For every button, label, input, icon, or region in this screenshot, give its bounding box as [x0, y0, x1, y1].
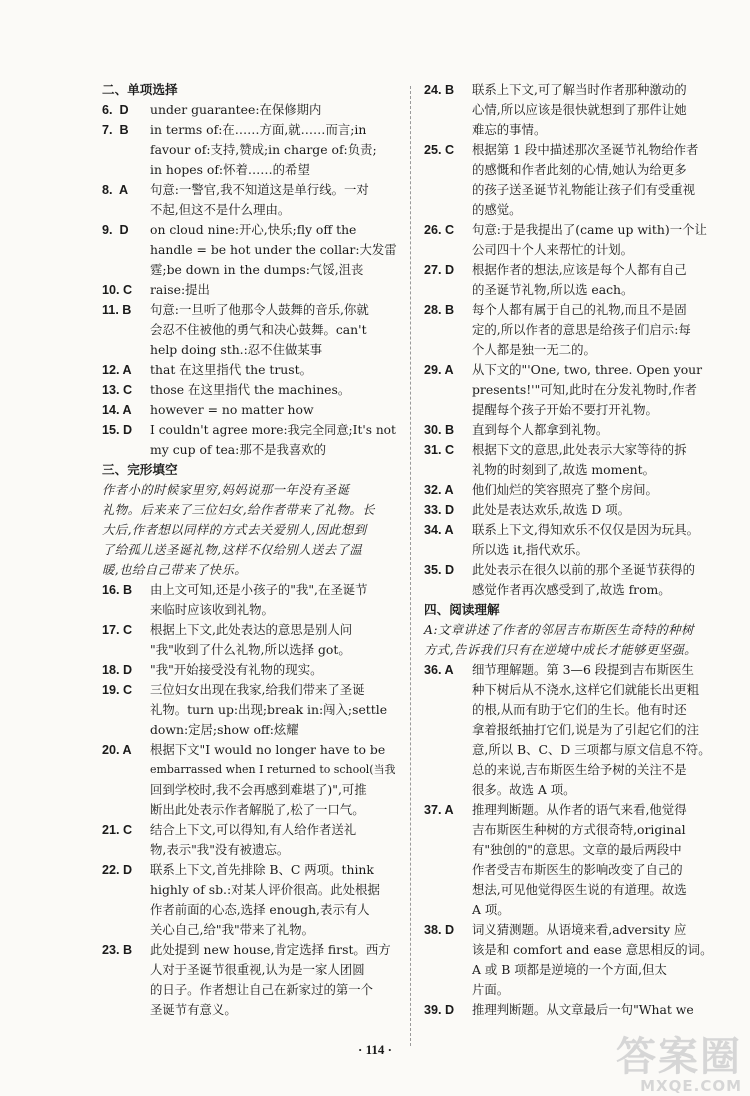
explanation-line: 会忍不住被他的勇气和决心鼓舞。can't [150, 322, 367, 337]
answer-item [424, 220, 724, 260]
explanation-line: I couldn't agree more:我完全同意;It's not [150, 423, 396, 437]
explanation-line: that 在这里指代 the trust。 [150, 362, 312, 377]
explanation-line: 有"独创的"的意思。文章的最后两段中 [472, 842, 682, 857]
answer-item [102, 360, 398, 380]
explanation-line: 总的来说,吉布斯医生给予树的关注不是 [472, 762, 687, 777]
answer-item [102, 820, 398, 860]
explanation-line: 词义猜测题。从语境来看,adversity 应 [472, 922, 687, 937]
explanation-line: 提醒每个孩子开始不要打开礼物。 [472, 402, 658, 417]
page-number: · 114 · [358, 1042, 392, 1057]
answer-number: 37. A [424, 803, 454, 817]
explanation-line: 定的,所以作者的意思是给孩子们启示:每 [472, 322, 691, 337]
answer-number: 13. C [102, 383, 133, 397]
answer-item [424, 800, 724, 920]
answer-item [102, 580, 398, 620]
explanation-line: help doing sth.:忍不住做某事 [150, 342, 323, 357]
explanation-line: 心情,所以应该是很快就想到了那件让她 [472, 102, 687, 117]
explanation-line: 句意:一警官,我不知道这是单行线。一对 [150, 182, 369, 197]
answer-explanation [472, 920, 724, 1000]
column-divider [410, 86, 411, 1046]
answer-explanation [150, 100, 398, 120]
explanation-line: 所以选 it,指代欢乐。 [472, 542, 588, 557]
answer-explanation [150, 580, 398, 620]
answer-number: 7. B [102, 123, 129, 137]
explanation-line: 礼物的时刻到了,故选 moment。 [472, 462, 656, 477]
answer-explanation [150, 400, 398, 420]
answer-explanation [472, 300, 724, 360]
explanation-line: 细节理解题。第 3—6 段提到吉布斯医生 [472, 662, 694, 677]
explanation-line: 意,所以 B、C、D 三项都与原文信息不符。 [472, 742, 711, 757]
explanation-line: 断出此处表示作者解脱了,松了一口气。 [150, 802, 365, 817]
explanation-line: 由上文可知,还是小孩子的"我",在圣诞节 [150, 582, 368, 597]
section-heading: 四、阅读理解 [424, 602, 500, 617]
explanation-line: 作者前面的心态,选择 enough,表示有人 [150, 902, 370, 917]
answer-number: 16. B [102, 583, 133, 597]
explanation-line: 霆;be down in the dumps:气馁,沮丧 [150, 262, 364, 277]
section-heading: 三、完形填空 [102, 462, 178, 477]
answer-number: 9. D [102, 223, 129, 237]
answer-number: 15. D [102, 423, 133, 437]
answer-item [424, 500, 724, 520]
answer-item [102, 120, 398, 180]
answer-explanation [472, 1000, 724, 1020]
answer-item [102, 300, 398, 360]
answer-number: 17. C [102, 623, 133, 637]
answer-item [102, 180, 398, 220]
explanation-line: 此处提到 new house,肯定选择 first。西方 [150, 942, 391, 957]
explanation-line: 推理判断题。从文章最后一句"What we [472, 1002, 694, 1017]
answer-explanation [472, 520, 724, 560]
explanation-line: favour of:支持,赞成;in charge of:负责; [150, 142, 377, 157]
answer-number: 35. D [424, 563, 455, 577]
explanation-line: 句意:于是我提出了(came up with)一个让 [472, 222, 707, 237]
explanation-line: handle = be hot under the collar:大发雷 [150, 242, 397, 257]
explanation-line: A 项。 [472, 902, 510, 917]
answer-explanation [472, 480, 724, 500]
answer-item [424, 660, 724, 800]
explanation-line: 根据下文"I would no longer have to be [150, 742, 386, 757]
answer-explanation [150, 360, 398, 380]
explanation-line: 句意:一旦听了他那令人鼓舞的音乐,你就 [150, 302, 369, 317]
answer-explanation [150, 380, 398, 400]
explanation-line: 的根,从而有助于它们的生长。他有时还 [472, 702, 687, 717]
explanation-line: my cup of tea:那不是我喜欢的 [150, 442, 327, 457]
explanation-line: "我"收到了什么礼物,所以选择 got。 [150, 642, 351, 657]
explanation-line: 从下文的"'One, two, three. Open your [472, 362, 703, 377]
explanation-line: 关心自己,给"我"带来了礼物。 [150, 922, 315, 937]
explanation-line: 人对于圣诞节很重视,认为是一家人团圆 [150, 962, 365, 977]
answer-number: 22. D [102, 863, 133, 877]
answer-explanation [472, 660, 724, 800]
answer-explanation [472, 260, 724, 300]
explanation-line: 公司四十个人来帮忙的计划。 [472, 242, 634, 257]
explanation-line: 的感觉。 [472, 202, 522, 217]
answer-item [102, 740, 398, 820]
answer-item [424, 920, 724, 1000]
answer-number: 8. A [102, 183, 129, 197]
explanation-line: 根据作者的想法,应该是每个人都有自己 [472, 262, 687, 277]
explanation-line: 作者受吉布斯医生的影响改变了自己的 [472, 862, 683, 877]
answer-number: 14. A [102, 403, 132, 417]
explanation-line: 的圣诞节礼物,所以选 each。 [472, 282, 634, 297]
answer-explanation [472, 440, 724, 480]
answer-explanation [472, 560, 724, 600]
answer-item [102, 940, 398, 1020]
answer-number: 30. B [424, 423, 455, 437]
explanation-line: 圣诞节有意义。 [150, 1002, 237, 1017]
answer-item [424, 520, 724, 560]
answer-item [424, 420, 724, 440]
explanation-line: 此处表示在很久以前的那个圣诞节获得的 [472, 562, 696, 577]
summary-line: 了给孤儿送圣诞礼物,这样不仅给别人送去了温 [102, 542, 363, 557]
answer-number: 34. A [424, 523, 454, 537]
explanation-line: 的日子。作者想让自己在新家过的第一个 [150, 982, 374, 997]
answer-number: 32. A [424, 483, 454, 497]
answer-explanation [150, 820, 398, 860]
answer-explanation [150, 420, 398, 460]
answer-explanation [472, 140, 724, 220]
explanation-line: those 在这里指代 the machines。 [150, 382, 351, 397]
answer-item [424, 560, 724, 600]
explanation-line: 联系上下文,得知欢乐不仅仅是因为玩具。 [472, 522, 699, 537]
explanation-line: 不起,但这不是什么理由。 [150, 202, 291, 217]
explanation-line: 种下树后从不浇水,这样它们就能长出更粗 [472, 682, 699, 697]
answer-number: 6. D [102, 103, 129, 117]
answer-number: 11. B [102, 303, 132, 317]
answer-number: 24. B [424, 83, 455, 97]
explanation-line: 回到学校时,我不会再感到难堪了)",可推 [150, 782, 367, 797]
right-column [424, 80, 724, 1020]
summary-line: 方式,告诉我们只有在逆境中成长才能够更坚强。 [424, 642, 697, 657]
answer-item [424, 140, 724, 220]
answer-explanation [472, 80, 724, 140]
explanation-line: "我"开始接受没有礼物的现实。 [150, 662, 323, 677]
explanation-line: 根据上下文,此处表达的意思是别人问 [150, 622, 353, 637]
explanation-line: 拿着报纸抽打它们,说是为了引起它们的注 [472, 722, 699, 737]
explanation-line: 的孩子送圣诞节礼物能让孩子们有受重视 [472, 182, 696, 197]
answer-item [424, 440, 724, 480]
watermark-url: MXQE.COM [640, 1077, 742, 1095]
answer-item [102, 380, 398, 400]
answer-item [102, 280, 398, 300]
explanation-line: however = no matter how [150, 402, 314, 417]
explanation-line: 难忘的事情。 [472, 122, 547, 137]
answer-number: 25. C [424, 143, 455, 157]
answer-item [424, 480, 724, 500]
answer-explanation [150, 740, 398, 820]
answer-item [102, 860, 398, 940]
answer-explanation [150, 180, 398, 220]
answer-explanation [150, 300, 398, 360]
answer-explanation [472, 220, 724, 260]
answer-explanation [150, 120, 398, 180]
answer-number: 20. A [102, 743, 132, 757]
summary-line: 暖,也给自己带来了快乐。 [102, 562, 248, 577]
explanation-line: 该是和 comfort and ease 意思相反的词。 [472, 942, 713, 957]
answer-explanation [150, 680, 398, 740]
answer-number: 33. D [424, 503, 455, 517]
explanation-line: on cloud nine:开心,快乐;fly off the [150, 222, 357, 237]
answer-explanation [150, 860, 398, 940]
answer-item [424, 1000, 724, 1020]
answer-item [424, 260, 724, 300]
explanation-line: 根据第 1 段中描述那次圣诞节礼物给作者 [472, 142, 699, 157]
answer-item [102, 620, 398, 660]
answer-number: 29. A [424, 363, 454, 377]
answer-explanation [150, 940, 398, 1020]
explanation-line: highly of sb.:对某人评价很高。此处根据 [150, 882, 380, 897]
explanation-line: 联系上下文,可了解当时作者那种激动的 [472, 82, 687, 97]
explanation-line: 联系上下文,首先排除 B、C 两项。think [150, 862, 374, 877]
answer-item [424, 360, 724, 420]
passage-summary [424, 620, 724, 660]
summary-line: A:文章讲述了作者的邻居吉布斯医生奇特的种树 [424, 622, 694, 637]
answer-number: 36. A [424, 663, 454, 677]
passage-summary [102, 480, 398, 580]
summary-line: 礼物。后来来了三位妇女,给作者带来了礼物。长 [102, 502, 375, 517]
explanation-line: 吉布斯医生种树的方式很奇特,original [472, 822, 686, 837]
answer-number: 31. C [424, 443, 455, 457]
answer-item [102, 660, 398, 680]
answer-item [424, 80, 724, 140]
explanation-line: 感觉作者再次感受到了,故选 from。 [472, 582, 671, 597]
answer-explanation [472, 500, 724, 520]
explanation-line: under guarantee:在保修期内 [150, 102, 322, 117]
answer-explanation [150, 220, 398, 280]
explanation-line: presents!'"可知,此时在分发礼物时,作者 [472, 382, 697, 397]
answer-explanation [150, 280, 398, 300]
explanation-line: down:定居;show off:炫耀 [150, 722, 299, 737]
explanation-line: 每个人都有属于自己的礼物,而且不是固 [472, 302, 687, 317]
watermark-logo [582, 1036, 742, 1094]
answer-explanation [150, 660, 398, 680]
answer-item [102, 420, 398, 460]
explanation-line: 物,表示"我"没有被遗忘。 [150, 842, 290, 857]
explanation-line: 礼物。turn up:出现;break in:闯入;settle [150, 702, 388, 717]
answer-item [102, 220, 398, 280]
explanation-line: 的感慨和作者此刻的心情,她认为给更多 [472, 162, 687, 177]
answer-number: 39. D [424, 1003, 455, 1017]
explanation-line: 此处是表达欢乐,故选 D 项。 [472, 502, 631, 517]
explanation-line: 来临时应该收到礼物。 [150, 602, 274, 617]
answer-number: 26. C [424, 223, 455, 237]
explanation-line: 他们灿烂的笑容照亮了整个房间。 [472, 482, 658, 497]
answer-explanation [472, 800, 724, 920]
explanation-line: 结合上下文,可以得知,有人给作者送礼 [150, 822, 357, 837]
answer-explanation [472, 360, 724, 420]
explanation-line: 直到每个人都拿到礼物。 [472, 422, 609, 437]
explanation-line: in terms of:在……方面,就……而言;in [150, 122, 367, 137]
answer-explanation [472, 420, 724, 440]
answer-number: 18. D [102, 663, 133, 677]
answer-number: 10. C [102, 283, 133, 297]
explanation-line: 三位妇女出现在我家,给我们带来了圣诞 [150, 682, 365, 697]
left-column [102, 80, 398, 1020]
answer-explanation [150, 620, 398, 660]
explanation-line: raise:提出 [150, 282, 210, 297]
explanation-line: in hopes of:怀着……的希望 [150, 162, 310, 177]
answer-item [102, 100, 398, 120]
answer-number: 28. B [424, 303, 455, 317]
explanation-line: 推理判断题。从作者的语气来看,他觉得 [472, 802, 687, 817]
explanation-line: A 或 B 项都是逆境的一个方面,但太 [472, 962, 667, 977]
watermark-text: 答案圈 [616, 1034, 742, 1080]
explanation-line: 想法,可见他觉得医生说的有道理。故选 [472, 882, 687, 897]
answer-item [102, 400, 398, 420]
answer-item [102, 680, 398, 740]
summary-line: 作者小的时候家里穷,妈妈说那一年没有圣诞 [102, 482, 350, 497]
answer-number: 21. C [102, 823, 133, 837]
explanation-line: 根据下文的意思,此处表示大家等待的拆 [472, 442, 687, 457]
answer-number: 19. C [102, 683, 133, 697]
explanation-line: 很多。故选 A 项。 [472, 782, 576, 797]
section-heading: 二、单项选择 [102, 82, 178, 97]
answer-number: 38. D [424, 923, 455, 937]
answer-number: 23. B [102, 943, 133, 957]
summary-line: 大后,作者想以同样的方式去关爱别人,因此想到 [102, 522, 367, 537]
answer-number: 27. D [424, 263, 455, 277]
answer-item [424, 300, 724, 360]
explanation-line: embarrassed when I returned to school(当我 [150, 763, 396, 776]
answer-number: 12. A [102, 363, 132, 377]
explanation-line: 片面。 [472, 982, 510, 997]
explanation-line: 个人都是独一无二的。 [472, 342, 596, 357]
